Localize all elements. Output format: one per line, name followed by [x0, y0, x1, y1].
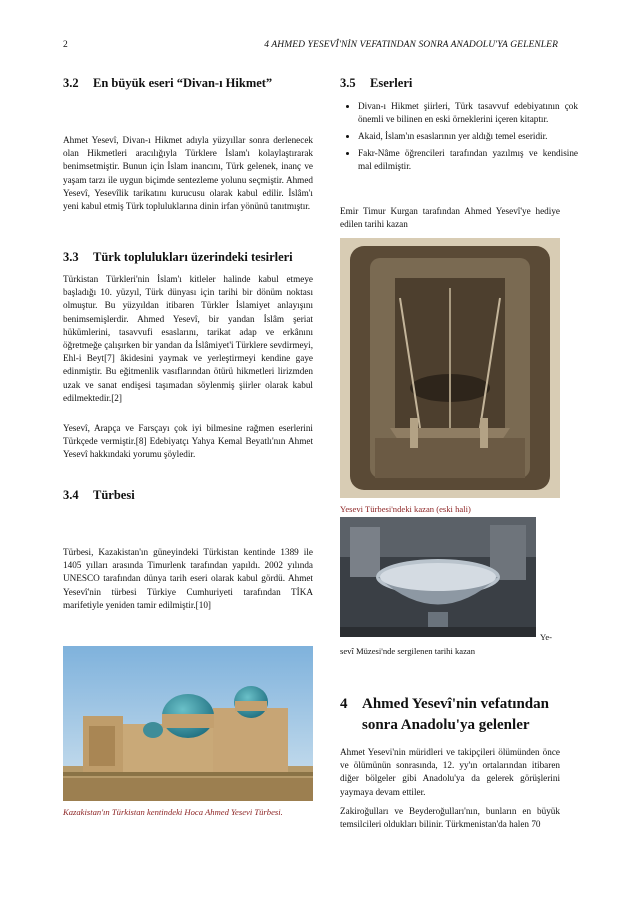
- figure-caption-mausoleum: Kazakistan'ın Türkistan kentindeki Hoca Ahmed Yesevi Türbesi.: [63, 807, 283, 817]
- figure-caption-museum-b: sevî Müzesi'nde sergilenen tarihi kazan: [340, 646, 476, 656]
- list-item: • Divan-ı Hikmet şiirleri, Türk tasavvuf edebiyatının çok önemli ve bilinen en eski örneklerini içeren kitaptır.: [358, 100, 578, 126]
- list-item: • Akaid, İslam'ın esaslarının yer aldığı temel eseridir.: [358, 130, 578, 143]
- paragraph-3-4: Türbesi, Kazakistan'ın güneyindeki Türkistan kentinde 1389 ile 1405 yılları arasında Timurlenk tarafından yapıldı. 2002 yılında UNESCO tarafından dünya tarih eseri olarak kabul gördü. Ahmet Yesevî'nin türbesi Türkiye Cumhuriyeti tarafından TİKA marifetiyle yeniden tamir edilmiştir.[10]: [63, 547, 313, 610]
- cauldron-intro: Emir Timur Kurgan tarafından Ahmed Yesevî'ye hediye edilen tarihi kazan: [340, 206, 560, 230]
- running-title: 4 AHMED YESEVÎ'NİN VEFATINDAN SONRA ANADOLU'YA GELENLER: [264, 40, 558, 50]
- paragraph-3-2: Ahmet Yesevî, Divan-ı Hikmet adıyla yüzyıllar sonra derlenecek olan Hikmetleri aracılığıyla Türklere İslam'ı kolaylaştırarak benimsetmiştir. Bunun için İslam inancını, Türk gelenek, inanç ve yaşam tarzı ile uygun biçimde sentezleme yolunu seçmiştir. Ahmed Yesevî, Yesevîlik tarikatını kurucusu olarak kabul edilir. İslâm'ı yeni kabul etmiş Türk topluluklarına dinin irfan yönünü tanıtmıştır.: [63, 135, 313, 212]
- page-number: 2: [63, 40, 68, 50]
- old-cauldron-photo: [340, 238, 560, 498]
- section-heading-3-5: 3.5 Eserleri: [340, 76, 413, 90]
- section-heading-3-4: 3.4 Türbesi: [63, 488, 135, 502]
- section-heading-3-2: 3.2 En büyük eseri “Divan-ı Hikmet”: [63, 76, 273, 90]
- figure-caption-old-cauldron: Yesevi Türbesi'ndeki kazan (eski hali): [340, 504, 471, 514]
- section-heading-4: 4 Ahmed Yesevî'nin vefatından sonra Anadolu'ya gelenler: [340, 696, 549, 733]
- paragraph-3-3-a: Türkistan Türkleri'nin İslam'ı kitleler halinde kabul etmeye başladığı 10. yüzyıl, Türk dünyası için tarihi bir dönüm noktası olmuştur. Bu yüzyıldan itibaren Türkler İslamiyet anlayışını benimsemişlerdir. Ahmed Yesevî, bir yandan İslâm şeriat hükümlerini, tasavvufi esaslarını, tarikat adap ve erkânını öğretmeğe çalışırken bir yandan da İslâmiyet'i Türklere sevdirmeyi, Ehl-i Beyt[7] âkidesini yaymak ve yerleştirmeyi kendine gaye edinmiştir. Bu eğitmenlik vasıflarından ötürü hikmetleri lirizmden uzak ve sanat endişesi taşımadan söylenmiş şiirler olarak kabul edilmektedir.[2]: [63, 274, 313, 403]
- section-heading-3-3: 3.3 Türk toplulukları üzerindeki tesirleri: [63, 250, 293, 264]
- museum-cauldron-photo: [340, 517, 536, 637]
- works-list: [340, 100, 578, 177]
- mausoleum-photo: [63, 646, 313, 801]
- paragraph-3-3-b: Yesevî, Arapça ve Farsçayı çok iyi bilmesine rağmen eserlerini Türkçede vermiştir.[8] Edebiyatçı Yahya Kemal Beyatlı'nın Ahmet Yesevî hakkındaki yorumu şöyledir.: [63, 423, 313, 460]
- paragraph-4-b: Zakiroğulları ve Beyderoğulları'nın, bunların en büyük temsilcileri oldukları bilinir. Türkmenistan'da halen 70: [340, 806, 560, 830]
- list-item: • Fakr-Nâme öğrencileri tarafından yazılmış ve kendisine mal edilmiştir.: [358, 147, 578, 173]
- paragraph-4-a: Ahmet Yesevi'nin müridleri ve takipçileri ölümünden önce ve ölümünün sonrasında, 12. yy'ın ortalarından itibaren diğer bölgeler gibi Anadolu'ya da gelerek görüşlerini yaymaya devam ettiler.: [340, 747, 560, 797]
- figure-caption-museum-a: Ye-: [540, 632, 553, 642]
